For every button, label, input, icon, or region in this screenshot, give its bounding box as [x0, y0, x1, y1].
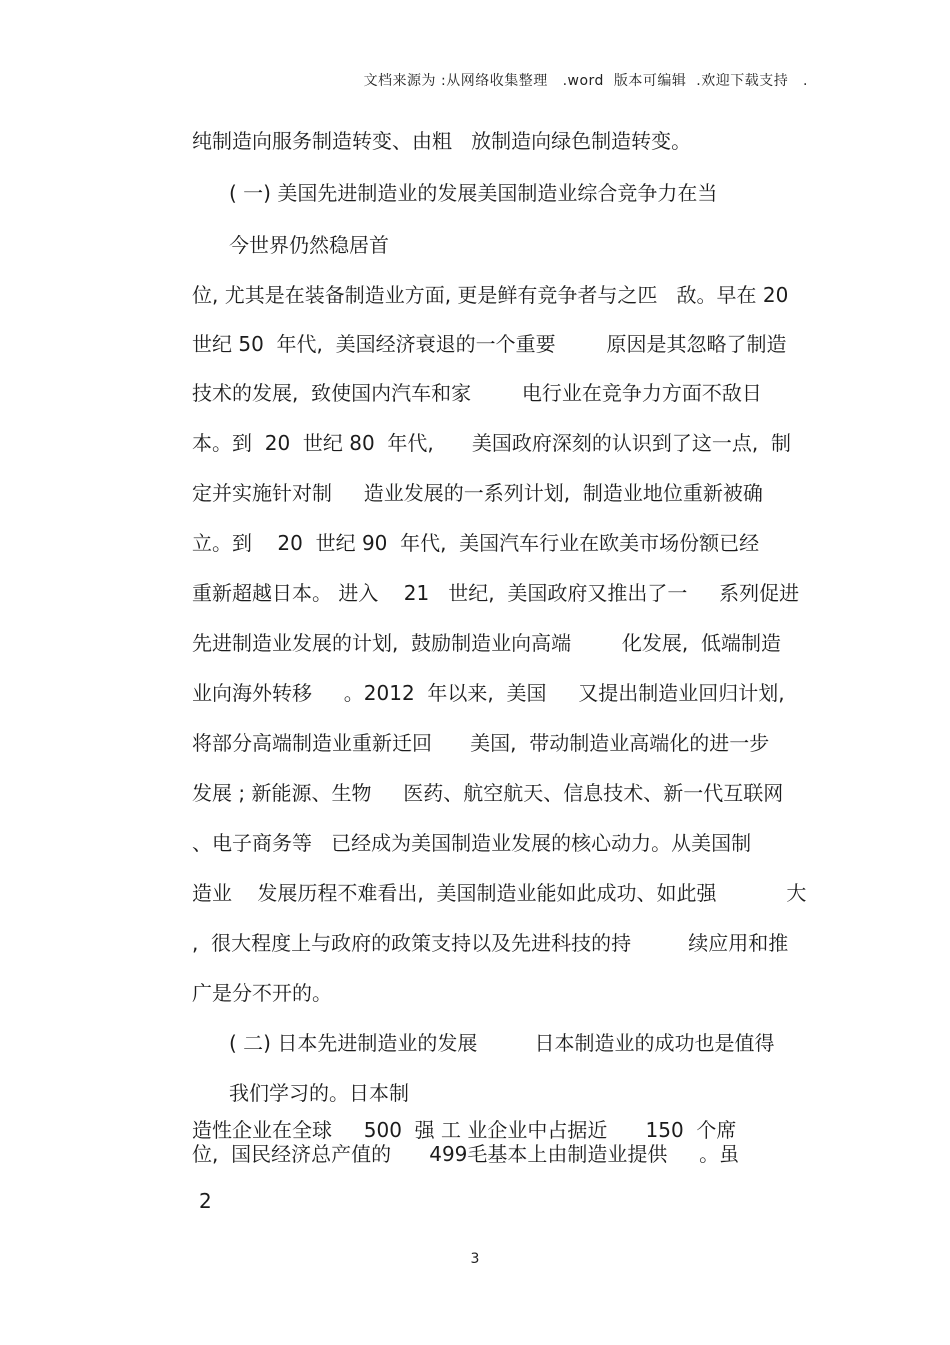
paragraph-line: 造性企业在全球 500 强 工 业企业中占据近 150 个席 — [192, 1118, 737, 1142]
paragraph-line: 技术的发展, 致使国内汽车和家 电行业在竞争力方面不敌日 — [192, 381, 762, 405]
paragraph-line: , 很大程度上与政府的政策支持以及先进科技的持 续应用和推 — [192, 931, 789, 955]
paragraph-line: 位, 尤其是在装备制造业方面, 更是鲜有竞争者与之匹 敌。早在 20 — [192, 283, 789, 307]
paragraph-line: 发展 ; 新能源、生物 医药、航空航天、信息技术、新一代互联网 — [192, 781, 784, 805]
paragraph-line: 业向海外转移 。2012 年以来, 美国 又提出制造业回归计划, — [192, 681, 785, 705]
paragraph-line: 位, 国民经济总产值的 499毛基本上由制造业提供 。虽 — [192, 1142, 740, 1166]
paragraph-line: 先进制造业发展的计划, 鼓励制造业向高端 化发展, 低端制造 — [192, 631, 782, 655]
footnote-number: 2 — [199, 1189, 212, 1213]
section-heading-line: 今世界仍然稳居首 — [229, 233, 389, 257]
paragraph-line: 本。到 20 世纪 80 年代, 美国政府深刻的认识到了这一点, 制 — [192, 431, 791, 455]
paragraph-line: 、电子商务等 已经成为美国制造业发展的核心动力。从美国制 — [192, 831, 752, 855]
paragraph-line: 纯制造向服务制造转变、由粗 放制造向绿色制造转变。 — [192, 129, 692, 153]
paragraph-line: 广是分不开的。 — [192, 981, 332, 1005]
paragraph-line: 立。到 20 世纪 90 年代, 美国汽车行业在欧美市场份额已经 — [192, 531, 760, 555]
paragraph-line: 重新超越日本。 进入 21 世纪, 美国政府又推出了一 系列促进 — [192, 581, 800, 605]
document-source-header: 文档来源为 :从网络收集整理 .word 版本可编辑 .欢迎下载支持 . — [363, 73, 808, 89]
page-number: 3 — [470, 1251, 480, 1267]
paragraph-line: 定并实施针对制 造业发展的一系列计划, 制造业地位重新被确 — [192, 481, 763, 505]
paragraph-line: 将部分高端制造业重新迁回 美国, 带动制造业高端化的进一步 — [192, 731, 770, 755]
section-heading-line: ( 二) 日本先进制造业的发展 日本制造业的成功也是值得 — [229, 1031, 775, 1055]
section-heading-line: 我们学习的。日本制 — [229, 1081, 409, 1105]
paragraph-line: 造业 发展历程不难看出, 美国制造业能如此成功、如此强 大 — [192, 881, 807, 905]
paragraph-line: 世纪 50 年代, 美国经济衰退的一个重要 原因是其忽略了制造 — [192, 332, 787, 356]
section-heading-line: ( 一) 美国先进制造业的发展美国制造业综合竞争力在当 — [229, 181, 718, 205]
